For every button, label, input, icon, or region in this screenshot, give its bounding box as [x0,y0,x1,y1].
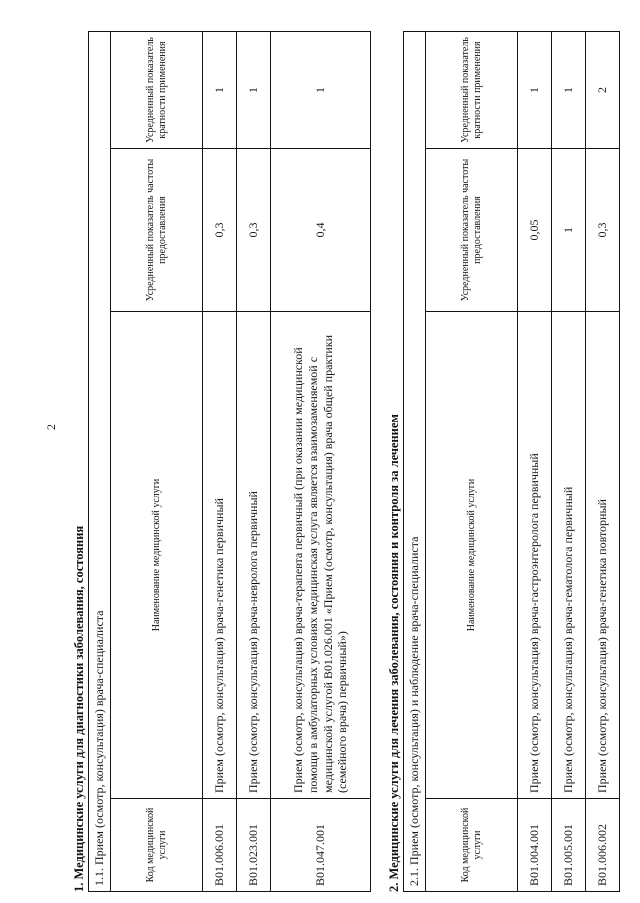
header-name: Наименование медицинской услуги [111,312,203,799]
row-multiplicity: 1 [271,32,371,149]
table-header-row [111,32,203,892]
row-name: Прием (осмотр, консультация) врача-гастроэнтеролога первичный [518,312,552,799]
row-frequency: 0,3 [237,149,271,312]
header-name: Наименование медицинской услуги [426,312,518,799]
header-multiplicity: Усредненный показатель кратности применения [426,31,518,148]
row-multiplicity: 2 [586,31,620,148]
header-multiplicity: Усредненный показатель кратности применения [111,32,203,149]
diagnostics-table [88,31,371,892]
header-code: Код медицинской услуги [426,799,518,892]
header-code: Код медицинской услуги [111,799,203,892]
row-frequency: 0,05 [518,149,552,312]
row-code: В01.006.001 [203,799,237,892]
row-code: В01.005.001 [552,799,586,892]
table-header-row [426,31,518,891]
row-frequency: 1 [552,149,586,312]
row-frequency: 0,3 [203,149,237,312]
row-name: Прием (осмотр, консультация) врача-гематолога первичный [552,312,586,799]
row-multiplicity: 1 [203,32,237,149]
treatment-table [403,31,620,892]
row-multiplicity: 1 [552,31,586,148]
header-frequency: Усредненный показатель частоты предоставления [426,149,518,312]
row-code: В01.047.001 [271,799,371,892]
table-row [271,32,371,892]
row-multiplicity: 1 [518,31,552,148]
row-code: В01.004.001 [518,799,552,892]
table-caption-row [89,32,111,892]
row-name: Прием (осмотр, консультация) врача-невролога первичный [237,312,271,799]
table-row [518,31,552,891]
row-frequency: 0,4 [271,149,371,312]
row-name: Прием (осмотр, консультация) врача-генетика первичный [203,312,237,799]
table-row [586,31,620,891]
document-content [70,12,640,892]
row-name: Прием (осмотр, консультация) врача-генетика повторный [586,312,620,799]
table-row [237,32,271,892]
row-code: В01.006.002 [586,799,620,892]
subsection-2-1: 2.1. Прием (осмотр, консультация) и наблюдение врача-специалиста [404,31,426,891]
table-row [203,32,237,892]
subsection-1-1: 1.1. Прием (осмотр, консультация) врача-специалиста [89,32,111,892]
table-caption-row [404,31,426,891]
section-1-title: 1. Медицинские услуги для диагностики заболевания, состояния [72,525,86,892]
row-name: Прием (осмотр, консультация) врача-терапевта первичный (при оказании медицинской помощи в амбулаторных условиях медицинская услуга является взаимозаменяемой с медицинской услугой В01.026.001 «Прием (осмотр, консультация) врача общей практики (семейного врача) первичный») [271,312,371,799]
row-multiplicity: 1 [237,32,271,149]
section-2-title: 2. Медицинские услуги для лечения заболевания, состояния и контроля за лечением [387,414,401,892]
header-frequency: Усредненный показатель частоты предоставления [111,149,203,312]
page-number: 2 [44,424,58,430]
row-frequency: 0,3 [586,149,620,312]
row-code: В01.023.001 [237,799,271,892]
table-row [552,31,586,891]
